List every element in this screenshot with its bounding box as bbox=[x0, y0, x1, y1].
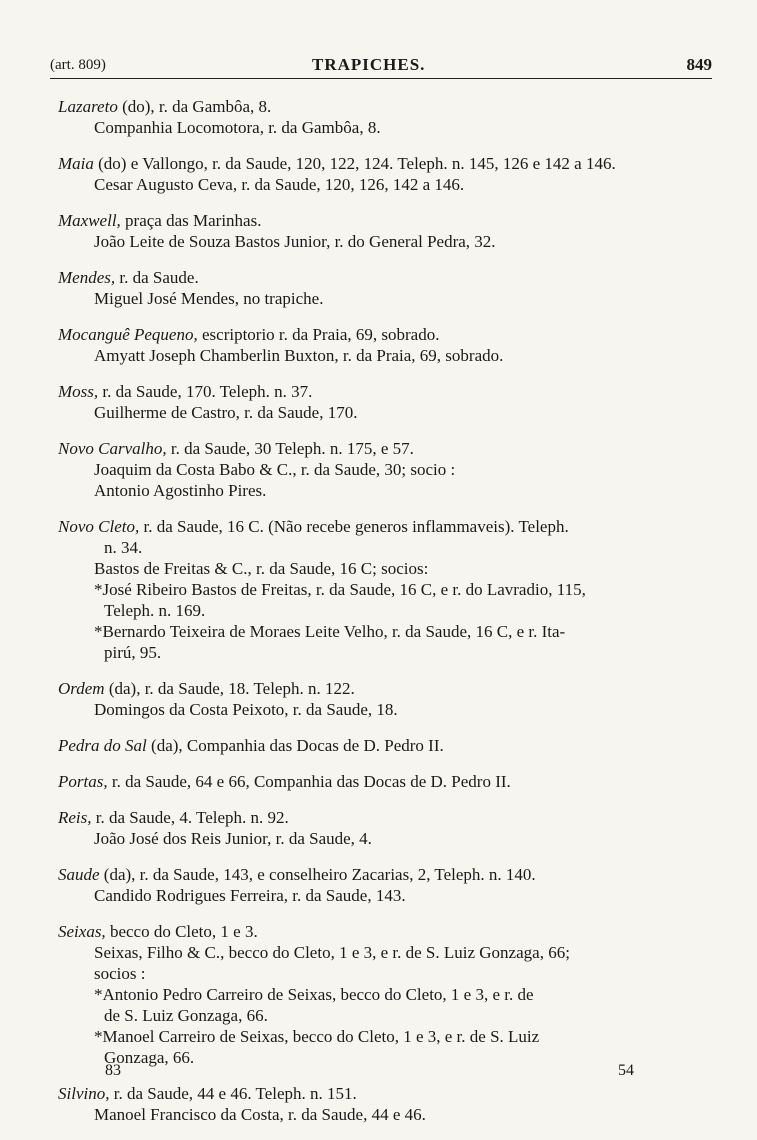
warehouse-name: Maia bbox=[58, 154, 94, 173]
directory-entry bbox=[58, 438, 708, 501]
warehouse-name: Portas, bbox=[58, 772, 108, 791]
entry-heading bbox=[58, 864, 708, 885]
entry-detail-line: Gonzaga, 66. bbox=[104, 1048, 195, 1067]
warehouse-name: Novo Carvalho, bbox=[58, 439, 167, 458]
entry-detail-line: socios : bbox=[94, 964, 146, 983]
entry-detail-line: Domingos da Costa Peixoto, r. da Saude, 18. bbox=[94, 700, 398, 719]
warehouse-address: r. da Saude. bbox=[115, 268, 199, 287]
warehouse-address: (do), r. da Gambôa, 8. bbox=[117, 97, 272, 116]
entry-detail-line: Manoel Francisco da Costa, r. da Saude, 44 e 46. bbox=[94, 1105, 426, 1124]
entry-detail-line: Amyatt Joseph Chamberlin Buxton, r. da Praia, 69, sobrado. bbox=[94, 346, 504, 365]
warehouse-address: r. da Saude, 170. Teleph. n. 37. bbox=[98, 382, 313, 401]
page-header bbox=[50, 50, 712, 79]
entry-detail-line: Teleph. n. 169. bbox=[104, 601, 206, 620]
directory-entry bbox=[58, 735, 708, 756]
entry-detail-line: n. 34. bbox=[104, 538, 143, 557]
warehouse-name: Novo Cleto, bbox=[58, 517, 140, 536]
warehouse-name: Moss, bbox=[58, 382, 99, 401]
entry-detail-line: *Antonio Pedro Carreiro de Seixas, becco do Cleto, 1 e 3, e r. de bbox=[94, 985, 534, 1004]
entry-heading bbox=[58, 771, 708, 792]
entry-heading bbox=[58, 678, 708, 699]
warehouse-name: Lazareto bbox=[58, 97, 118, 116]
warehouse-address: (da), Companhia das Docas de D. Pedro II. bbox=[146, 736, 444, 755]
footer-right-number: 54 bbox=[618, 1062, 634, 1079]
warehouse-address: (do) e Vallongo, r. da Saude, 120, 122, 124. Teleph. n. 145, 126 e 142 a 146. bbox=[93, 154, 616, 173]
directory-entry bbox=[58, 381, 708, 423]
warehouse-name: Saude bbox=[58, 865, 100, 884]
warehouse-address: escriptorio r. da Praia, 69, sobrado. bbox=[197, 325, 440, 344]
entry-heading bbox=[58, 381, 708, 402]
footer-left-number: 83 bbox=[105, 1062, 121, 1079]
directory-entry bbox=[58, 1083, 708, 1125]
directory-entry bbox=[58, 267, 708, 309]
entry-detail-line: João Leite de Souza Bastos Junior, r. do General Pedra, 32. bbox=[94, 232, 496, 251]
entry-detail-line: Cesar Augusto Ceva, r. da Saude, 120, 126, 142 a 146. bbox=[94, 175, 465, 194]
entry-detail-line: *Manoel Carreiro de Seixas, becco do Cleto, 1 e 3, e r. de S. Luiz bbox=[94, 1027, 540, 1046]
entry-heading bbox=[58, 807, 708, 828]
entry-detail-line: Joaquim da Costa Babo & C., r. da Saude, 30; socio : bbox=[94, 460, 456, 479]
warehouse-address: praça das Marinhas. bbox=[120, 211, 262, 230]
warehouse-name: Mendes, bbox=[58, 268, 116, 287]
entry-detail-line: Companhia Locomotora, r. da Gambôa, 8. bbox=[94, 118, 381, 137]
entry-detail-line: Antonio Agostinho Pires. bbox=[94, 481, 267, 500]
section-title: TRAPICHES. bbox=[312, 55, 426, 74]
page-number: 849 bbox=[686, 55, 712, 74]
entry-detail-line: de S. Luiz Gonzaga, 66. bbox=[104, 1006, 268, 1025]
entry-detail-line: Bastos de Freitas & C., r. da Saude, 16 C; socios: bbox=[94, 559, 429, 578]
entry-heading bbox=[58, 210, 708, 231]
entry-heading bbox=[58, 96, 708, 117]
entry-detail-line: *Bernardo Teixeira de Moraes Leite Velho, r. da Saude, 16 C, e r. Ita- bbox=[94, 622, 566, 641]
directory-entry bbox=[58, 153, 708, 195]
warehouse-address: r. da Saude, 30 Teleph. n. 175, e 57. bbox=[166, 439, 414, 458]
warehouse-address: becco do Cleto, 1 e 3. bbox=[105, 922, 258, 941]
warehouse-name: Pedra do Sal bbox=[58, 736, 147, 755]
entry-detail-line: Miguel José Mendes, no trapiche. bbox=[94, 289, 324, 308]
directory-entry bbox=[58, 921, 708, 1068]
entry-heading bbox=[58, 735, 708, 756]
warehouse-address: r. da Saude, 44 e 46. Teleph. n. 151. bbox=[109, 1084, 357, 1103]
warehouse-name: Seixas, bbox=[58, 922, 106, 941]
warehouse-address: r. da Saude, 4. Teleph. n. 92. bbox=[91, 808, 289, 827]
entry-detail-line: pirú, 95. bbox=[104, 643, 162, 662]
directory-entry bbox=[58, 807, 708, 849]
entry-heading bbox=[58, 324, 708, 345]
warehouse-address: r. da Saude, 16 C. (Não recebe generos inflammaveis). Teleph. bbox=[139, 517, 569, 536]
entry-detail-line: Seixas, Filho & C., becco do Cleto, 1 e 3, e r. de S. Luiz Gonzaga, 66; bbox=[94, 943, 570, 962]
entry-detail-line: *José Ribeiro Bastos de Freitas, r. da Saude, 16 C, e r. do Lavradio, 115, bbox=[94, 580, 586, 599]
warehouse-name: Maxwell, bbox=[58, 211, 121, 230]
entry-heading bbox=[58, 516, 708, 537]
entry-heading bbox=[58, 153, 708, 174]
entry-list bbox=[58, 96, 708, 1140]
entry-detail-line: João José dos Reis Junior, r. da Saude, 4. bbox=[94, 829, 372, 848]
directory-entry bbox=[58, 678, 708, 720]
entry-heading bbox=[58, 1083, 708, 1104]
warehouse-name: Ordem bbox=[58, 679, 105, 698]
warehouse-address: (da), r. da Saude, 143, e conselheiro Zacarias, 2, Teleph. n. 140. bbox=[99, 865, 536, 884]
directory-entry bbox=[58, 771, 708, 792]
warehouse-name: Mocanguê Pequeno, bbox=[58, 325, 198, 344]
directory-entry bbox=[58, 516, 708, 663]
entry-heading bbox=[58, 921, 708, 942]
directory-entry bbox=[58, 96, 708, 138]
directory-entry bbox=[58, 324, 708, 366]
entry-detail-line: Candido Rodrigues Ferreira, r. da Saude, 143. bbox=[94, 886, 406, 905]
warehouse-address: (da), r. da Saude, 18. Teleph. n. 122. bbox=[104, 679, 355, 698]
warehouse-name: Silvino, bbox=[58, 1084, 110, 1103]
entry-heading bbox=[58, 438, 708, 459]
entry-heading bbox=[58, 267, 708, 288]
directory-entry bbox=[58, 210, 708, 252]
warehouse-name: Reis, bbox=[58, 808, 92, 827]
entry-detail-line: Guilherme de Castro, r. da Saude, 170. bbox=[94, 403, 358, 422]
directory-entry bbox=[58, 864, 708, 906]
warehouse-address: r. da Saude, 64 e 66, Companhia das Docas de D. Pedro II. bbox=[107, 772, 511, 791]
article-reference: (art. 809) bbox=[50, 57, 106, 73]
